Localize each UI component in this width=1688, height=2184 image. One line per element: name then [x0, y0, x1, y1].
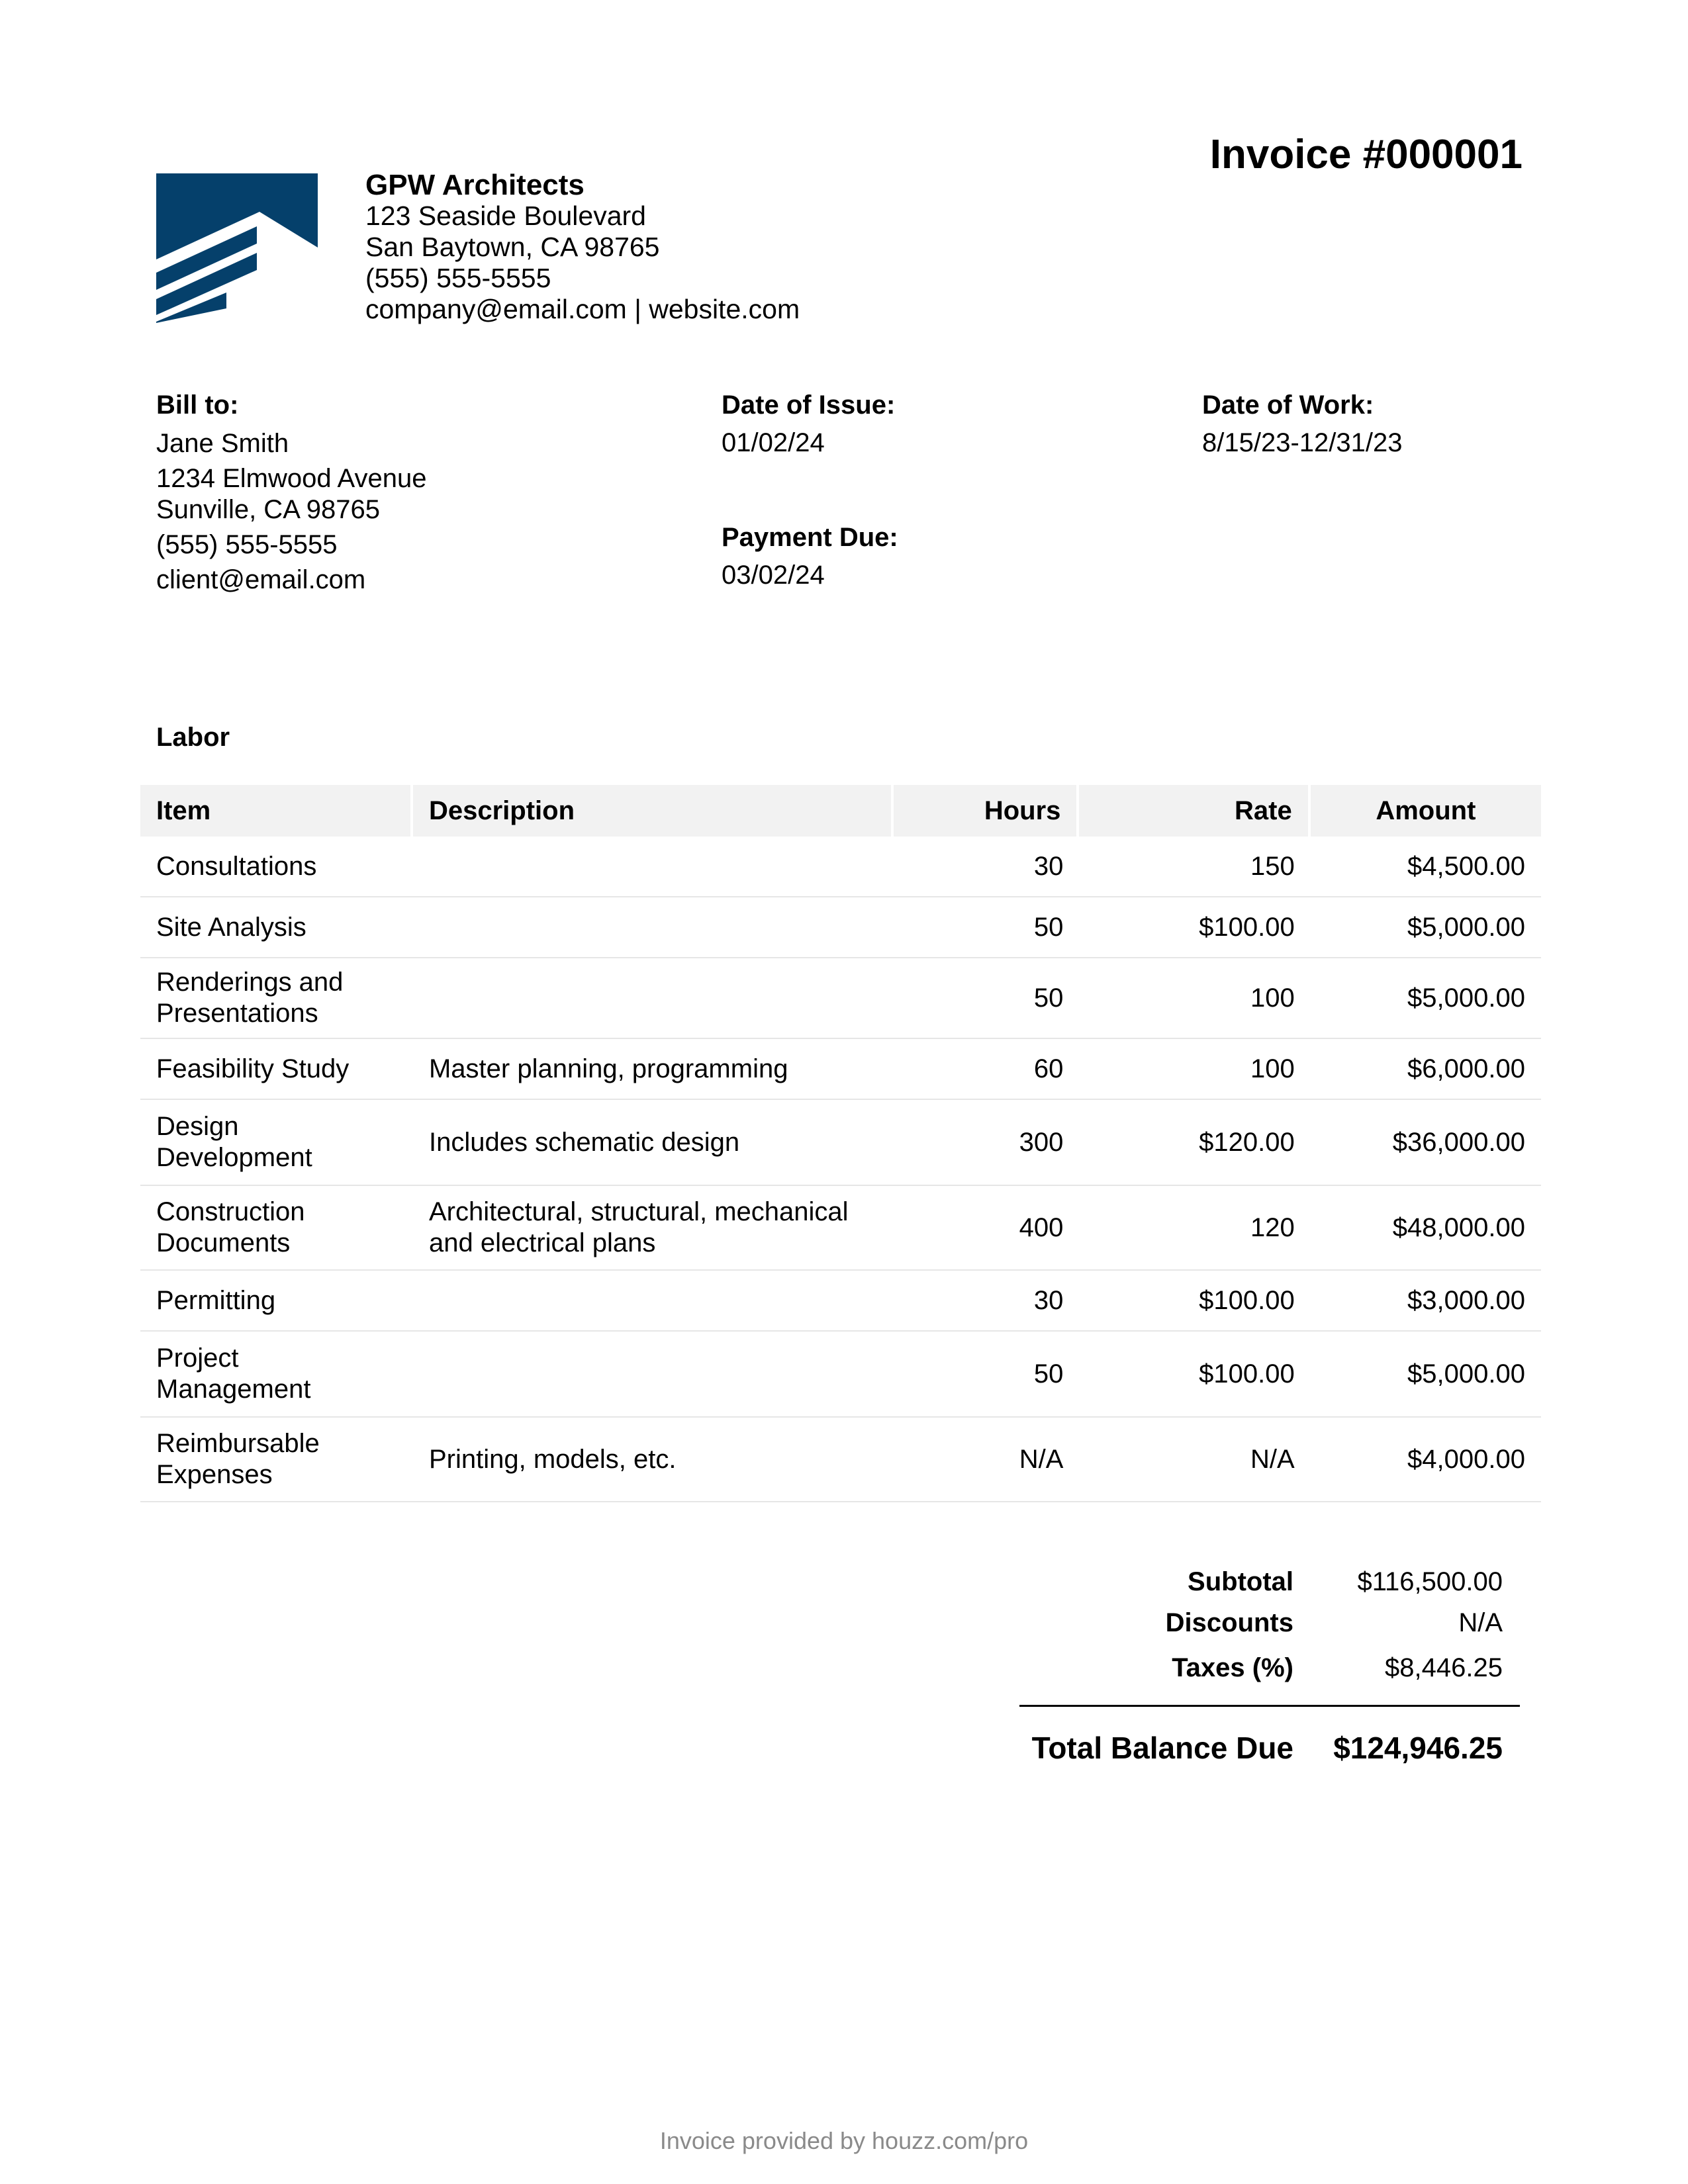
cell-hours: 400 [894, 1186, 1079, 1271]
table-row [140, 1186, 1541, 1271]
table-row [140, 1039, 1541, 1100]
company-address-line-2: San Baytown, CA 98765 [365, 232, 660, 262]
cell-amount: $6,000.00 [1311, 1039, 1541, 1100]
date-of-issue-block [722, 390, 895, 458]
cell-hours: 50 [894, 958, 1079, 1039]
cell-item: Renderings and Presentations [140, 958, 413, 1039]
cell-description: Includes schematic design [413, 1100, 894, 1186]
cell-rate: $100.00 [1079, 1332, 1310, 1418]
client-name: Jane Smith [156, 429, 289, 458]
total-balance-label: Total Balance Due [1031, 1731, 1293, 1765]
cell-description [413, 1271, 894, 1332]
total-balance-row [923, 1730, 1503, 1766]
date-of-issue-label: Date of Issue: [722, 390, 896, 420]
discounts-row [923, 1608, 1503, 1653]
cell-amount: $4,000.00 [1311, 1418, 1541, 1502]
cell-amount: $5,000.00 [1311, 1332, 1541, 1418]
cell-amount: $4,500.00 [1311, 837, 1541, 897]
company-info [365, 169, 800, 325]
totals-divider [1019, 1705, 1520, 1707]
date-of-issue-value: 01/02/24 [722, 428, 825, 457]
labor-section-label: Labor [156, 723, 230, 752]
company-phone: (555) 555-5555 [365, 263, 551, 293]
cell-amount: $3,000.00 [1311, 1271, 1541, 1332]
company-name: GPW Architects [365, 169, 585, 201]
cell-rate: 150 [1079, 837, 1310, 897]
date-of-work-value: 8/15/23-12/31/23 [1202, 428, 1403, 457]
taxes-row [923, 1653, 1503, 1690]
date-of-work-label: Date of Work: [1202, 390, 1374, 420]
cell-hours: 50 [894, 897, 1079, 958]
cell-item: Project Management [140, 1332, 413, 1418]
cell-item: Design Development [140, 1100, 413, 1186]
cell-rate: 100 [1079, 958, 1310, 1039]
table-row [140, 1100, 1541, 1186]
header-hours: Hours [894, 785, 1079, 837]
cell-description [413, 897, 894, 958]
cell-rate: $100.00 [1079, 897, 1310, 958]
company-address-line-1: 123 Seaside Boulevard [365, 201, 646, 231]
cell-hours: 50 [894, 1332, 1079, 1418]
header-item: Item [140, 785, 413, 837]
cell-description: Printing, models, etc. [413, 1418, 894, 1502]
table-row [140, 1332, 1541, 1418]
cell-hours: 300 [894, 1100, 1079, 1186]
bill-to-label: Bill to: [156, 390, 239, 420]
cell-hours: 60 [894, 1039, 1079, 1100]
client-phone: (555) 555-5555 [156, 530, 338, 559]
client-email: client@email.com [156, 565, 366, 594]
cell-amount: $5,000.00 [1311, 897, 1541, 958]
discounts-value: N/A [1458, 1608, 1503, 1637]
cell-item: Feasibility Study [140, 1039, 413, 1100]
taxes-value: $8,446.25 [1385, 1653, 1503, 1682]
bill-to-block [156, 390, 426, 596]
invoice-title: Invoice #000001 [1209, 132, 1523, 177]
cell-item: Permitting [140, 1271, 413, 1332]
cell-hours: 30 [894, 837, 1079, 897]
labor-table [140, 785, 1541, 1502]
cell-amount: $48,000.00 [1311, 1186, 1541, 1271]
cell-rate: N/A [1079, 1418, 1310, 1502]
cell-rate: $120.00 [1079, 1100, 1310, 1186]
cell-rate: 120 [1079, 1186, 1310, 1271]
cell-description [413, 837, 894, 897]
table-row [140, 897, 1541, 958]
cell-item: Site Analysis [140, 897, 413, 958]
cell-description [413, 1332, 894, 1418]
cell-description: Master planning, programming [413, 1039, 894, 1100]
payment-due-block [722, 523, 898, 590]
cell-hours: N/A [894, 1418, 1079, 1502]
company-contact: company@email.com | website.com [365, 294, 800, 324]
company-logo-icon [156, 173, 318, 323]
date-of-work-block [1202, 390, 1402, 458]
cell-hours: 30 [894, 1271, 1079, 1332]
header-description: Description [413, 785, 894, 837]
client-address-line-2: Sunville, CA 98765 [156, 495, 381, 524]
cell-amount: $36,000.00 [1311, 1100, 1541, 1186]
table-row [140, 837, 1541, 897]
client-address-line-1: 1234 Elmwood Avenue [156, 464, 427, 493]
cell-item: Reimbursable Expenses [140, 1418, 413, 1502]
cell-description [413, 958, 894, 1039]
cell-description: Architectural, structural, mechanical and electrical plans [413, 1186, 894, 1271]
taxes-label: Taxes (%) [1172, 1653, 1293, 1682]
cell-amount: $5,000.00 [1311, 958, 1541, 1039]
cell-item: Consultations [140, 837, 413, 897]
header-rate: Rate [1079, 785, 1310, 837]
payment-due-value: 03/02/24 [722, 561, 825, 590]
table-row [140, 1418, 1541, 1502]
footer-credit: Invoice provided by houzz.com/pro [659, 2127, 1029, 2154]
cell-item: Construction Documents [140, 1186, 413, 1271]
discounts-label: Discounts [1165, 1608, 1293, 1637]
totals-block [923, 1567, 1503, 1690]
subtotal-label: Subtotal [1188, 1567, 1293, 1596]
payment-due-label: Payment Due: [722, 523, 898, 552]
cell-rate: $100.00 [1079, 1271, 1310, 1332]
subtotal-value: $116,500.00 [1357, 1567, 1503, 1596]
total-balance-value: $124,946.25 [1333, 1731, 1503, 1765]
cell-rate: 100 [1079, 1039, 1310, 1100]
subtotal-row [923, 1567, 1503, 1608]
table-row [140, 1271, 1541, 1332]
header-amount: Amount [1311, 785, 1541, 837]
table-header-row [140, 785, 1541, 837]
table-row [140, 958, 1541, 1039]
